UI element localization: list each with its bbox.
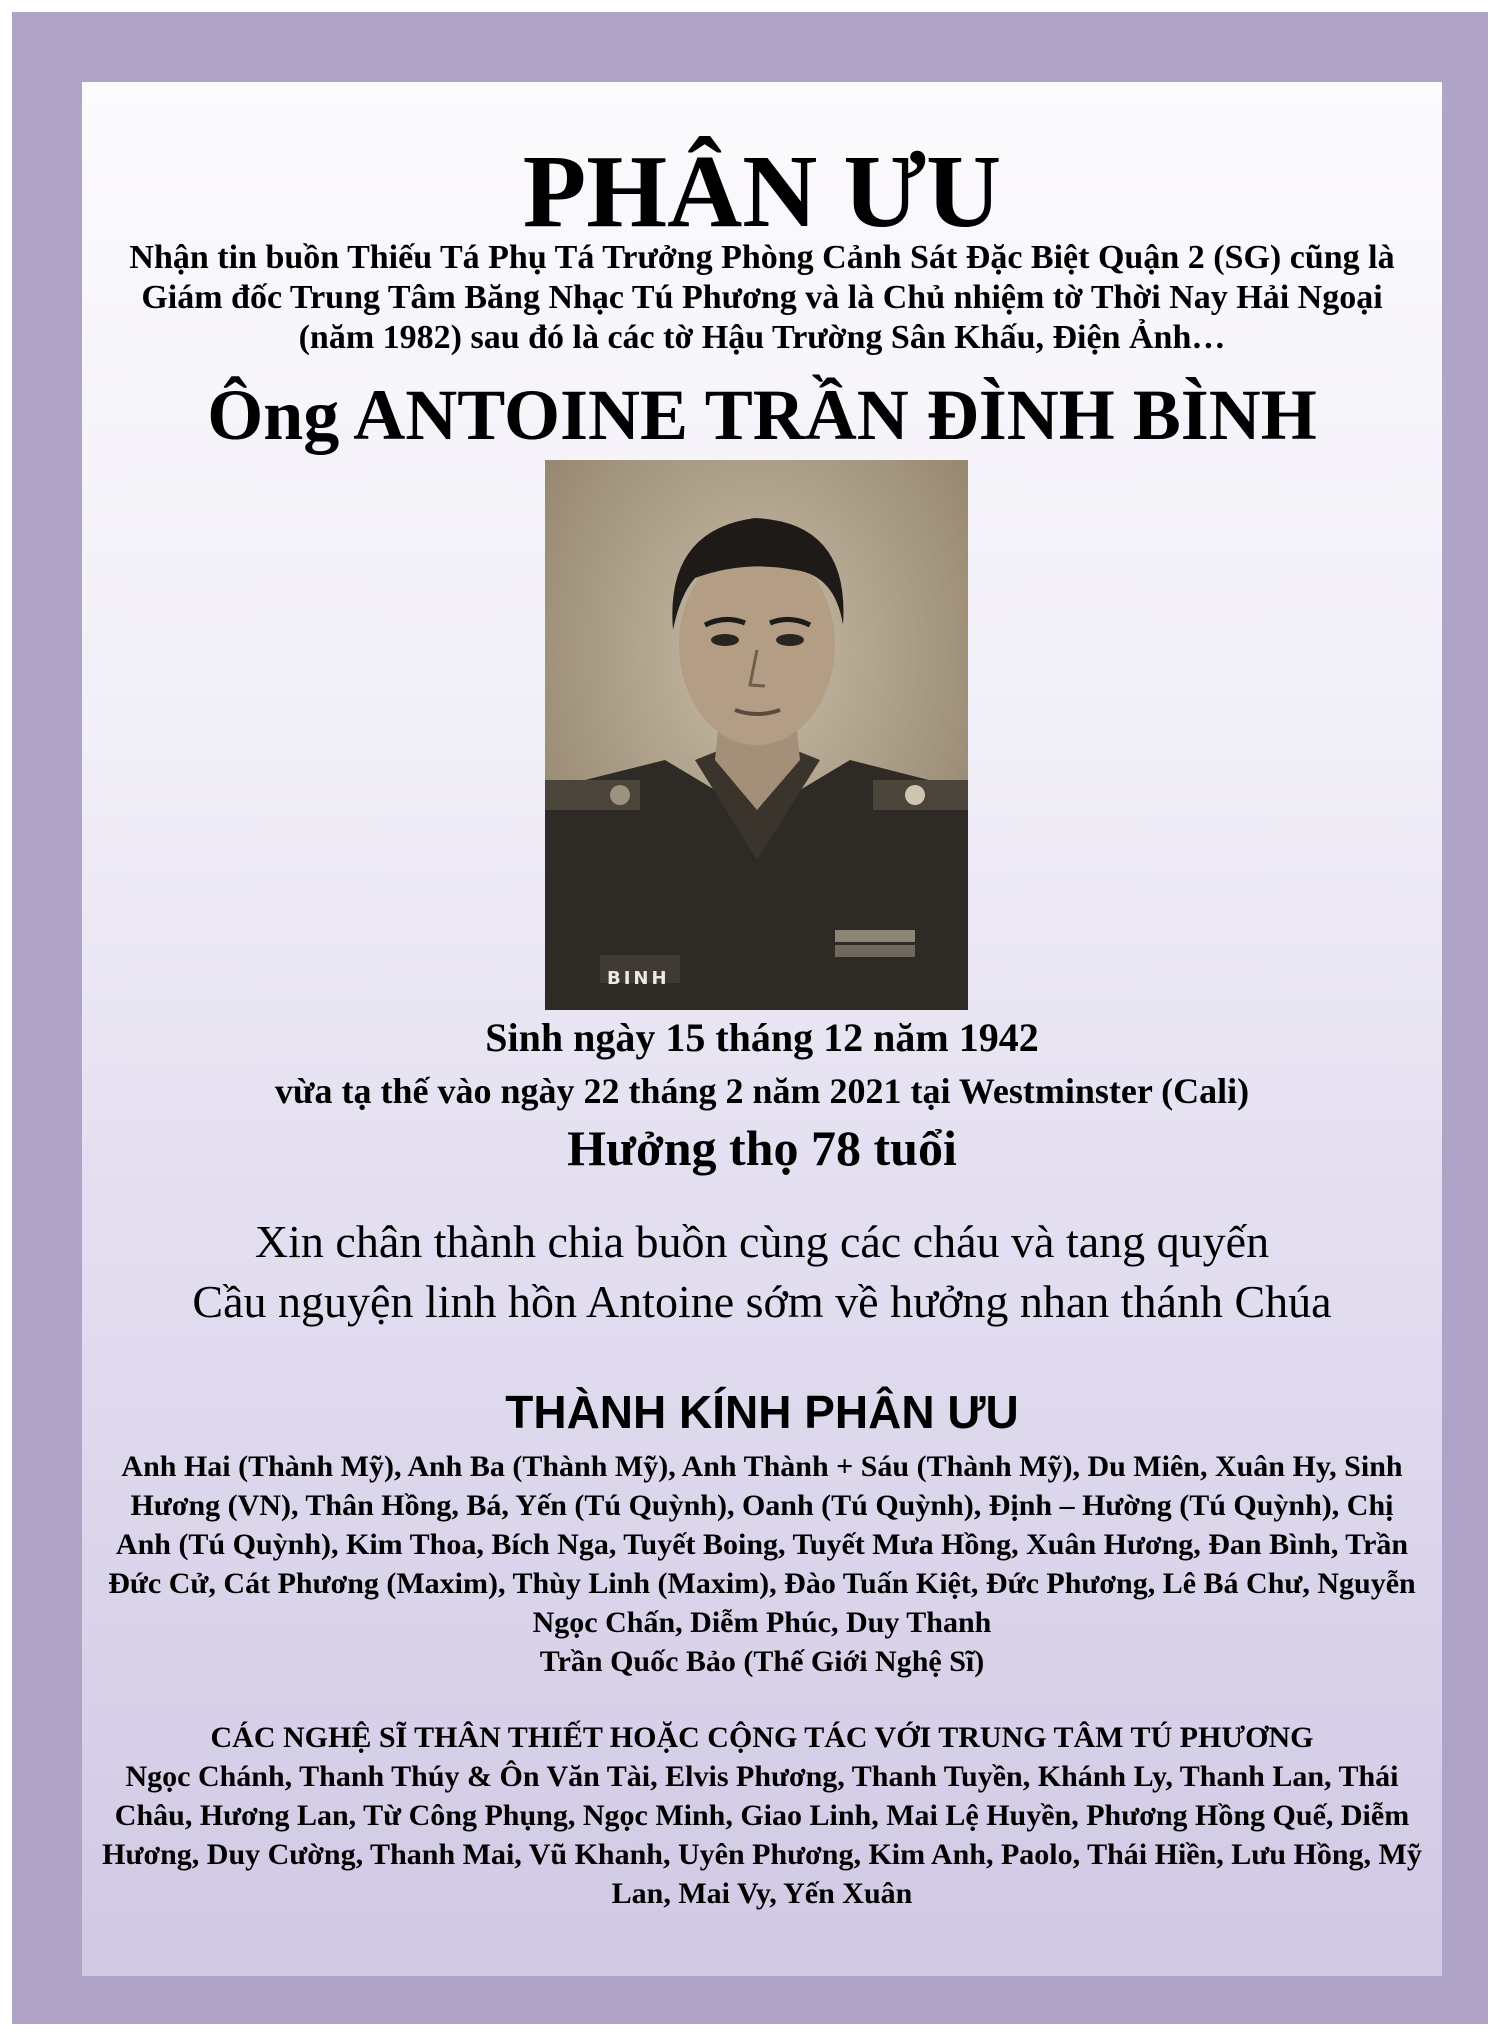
lavender-frame (12, 12, 1488, 2024)
notice-panel (82, 82, 1442, 1976)
condolence-line-2: Cầu nguyện linh hồn Antoine sớm về hưởng nhan thánh Chúa (192, 1276, 1332, 1327)
intro-paragraph: Nhận tin buồn Thiếu Tá Phụ Tá Trưởng Phòng Cảnh Sát Đặc Biệt Quận 2 (SG) cũng là Giám đốc Trung Tâm Băng Nhạc Tú Phương và là Chủ nhiệm tờ Thời Nay Hải Ngoại (năm 1982) sau đó là các tờ Hậu Trường Sân Khấu, Điện Ảnh… (129, 239, 1395, 356)
artists-heading: CÁC NGHỆ SĨ THÂN THIẾT HOẶC CỘNG TÁC VỚI TRUNG TÂM TÚ PHƯƠNG (210, 1721, 1314, 1754)
deceased-name: Ông ANTOINE TRẦN ĐÌNH BÌNH (207, 375, 1317, 455)
condolence-line-1: Xin chân thành chia buồn cùng các cháu và tang quyến (254, 1216, 1270, 1267)
passing-date: vừa tạ thế vào ngày 22 tháng 2 năm 2021 tại Westminster (Cali) (274, 1071, 1250, 1111)
artists-list: Ngọc Chánh, Thanh Thúy & Ôn Văn Tài, Elvis Phương, Thanh Tuyền, Khánh Ly, Thanh Lan, Thái Châu, Hương Lan, Từ Công Phụng, Ngọc Minh, Giao Linh, Mai Lệ Huyền, Phương Hồng Quế, Diễm Hương, Duy Cường, Thanh Mai, Vũ Khanh, Uyên Phương, Kim Anh, Paolo, Thái Hiền, Lưu Hồng, Mỹ Lan, Mai Vy, Yến Xuân (102, 1760, 1422, 1910)
name-tag-text: BINH (607, 968, 670, 989)
tkpu-heading: THÀNH KÍNH PHÂN ƯU (505, 1386, 1019, 1438)
portrait-image (545, 460, 968, 1010)
notice-title: PHÂN ƯU (522, 134, 1002, 249)
mourners-list: Anh Hai (Thành Mỹ), Anh Ba (Thành Mỹ), Anh Thành + Sáu (Thành Mỹ), Du Miên, Xuân Hy, Sinh Hương (VN), Thân Hồng, Bá, Yến (Tú Quỳnh), Oanh (Tú Quỳnh), Định – Hường (Tú Quỳnh), Chị Anh (Tú Quỳnh), Kim Thoa, Bích Nga, Tuyết Boing, Tuyết Mưa Hồng, Xuân Hương, Đan Bình, Trần Đức Cử, Cát Phương (Maxim), Thùy Linh (Maxim), Đào Tuấn Kiệt, Đức Phương, Lê Bá Chư, Nguyễn Ngọc Chấn, Diễm Phúc, Duy Thanh (108, 1450, 1416, 1639)
age-at-death: Hưởng thọ 78 tuổi (567, 1120, 957, 1176)
mourners-list-last: Trần Quốc Bảo (Thế Giới Nghệ Sĩ) (539, 1645, 985, 1678)
portrait-photo (545, 460, 968, 1010)
birth-date: Sinh ngày 15 tháng 12 năm 1942 (485, 1015, 1039, 1060)
